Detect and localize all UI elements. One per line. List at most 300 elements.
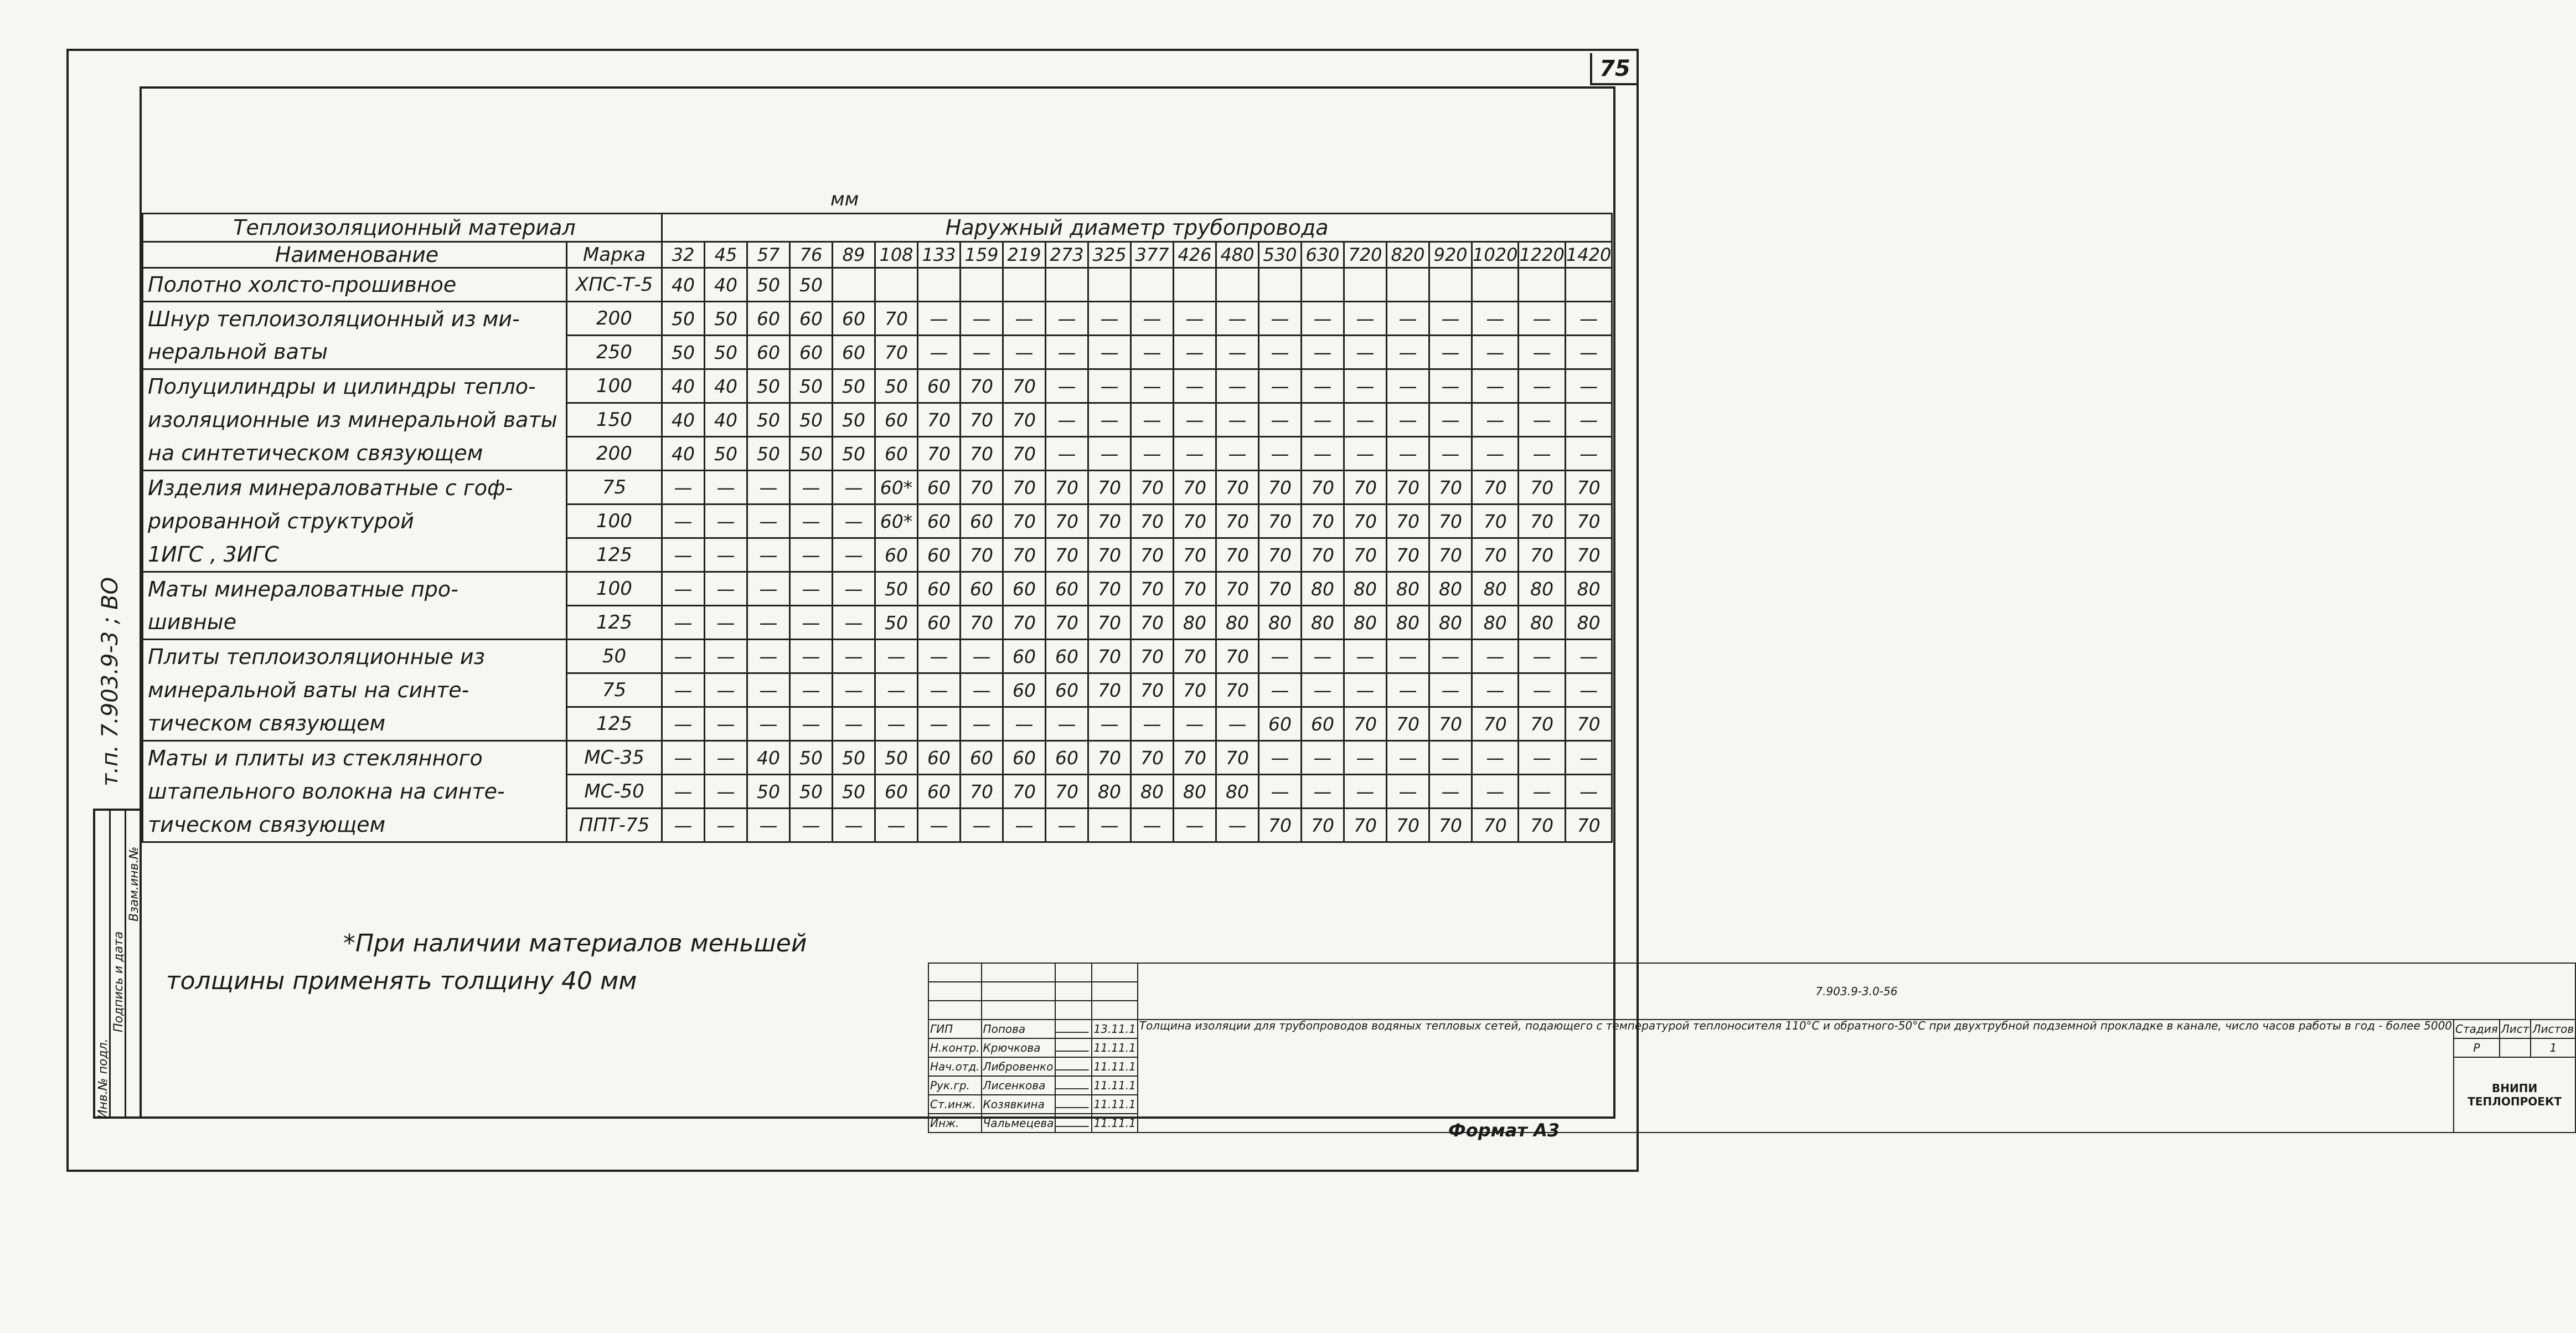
- stamp-date: 11.11.1: [1092, 1038, 1137, 1057]
- thickness-cell: —: [1344, 640, 1387, 673]
- thickness-cell: —: [918, 336, 961, 369]
- thickness-cell: 70: [875, 336, 918, 369]
- thickness-cell: [1216, 268, 1259, 302]
- thickness-cell: 50: [747, 403, 790, 437]
- signature: [1055, 1038, 1092, 1057]
- thickness-cell: —: [1088, 403, 1131, 437]
- stamp-name: Козявкина: [982, 1095, 1056, 1114]
- material-name: Полуцилиндры и цилиндры тепло-: [143, 369, 567, 403]
- thickness-cell: 80: [1519, 572, 1565, 606]
- thickness-cell: —: [1387, 741, 1429, 775]
- thickness-cell: —: [1387, 437, 1429, 471]
- table-row: [143, 673, 1612, 707]
- thickness-cell: —: [790, 572, 833, 606]
- thickness-cell: —: [1565, 302, 1612, 336]
- thickness-cell: 70: [1003, 369, 1046, 403]
- thickness-cell: 70: [1003, 775, 1046, 809]
- table-row: [143, 572, 1612, 606]
- header-material: Теплоизоляционный материал: [143, 214, 662, 242]
- thickness-cell: —: [1131, 302, 1174, 336]
- table-row: [143, 505, 1612, 538]
- thickness-cell: 70: [1174, 640, 1216, 673]
- thickness-cell: 60: [1046, 640, 1088, 673]
- stamp-name: Попова: [982, 1020, 1056, 1038]
- thickness-cell: —: [1519, 437, 1565, 471]
- thickness-cell: —: [790, 673, 833, 707]
- document-code: 7.903.9-3.0-56: [1138, 963, 2575, 1020]
- stage-value: Р: [2454, 1038, 2500, 1057]
- thickness-cell: 60: [1046, 741, 1088, 775]
- thickness-cell: 70: [1088, 471, 1131, 505]
- thickness-cell: —: [1259, 741, 1302, 775]
- material-mark: 200: [567, 302, 662, 336]
- thickness-cell: —: [1131, 707, 1174, 741]
- thickness-cell: 40: [662, 403, 705, 437]
- material-name: неральной ваты: [143, 336, 567, 369]
- diameter-row: [143, 242, 1612, 268]
- thickness-cell: [1565, 268, 1612, 302]
- thickness-cell: —: [1519, 369, 1565, 403]
- thickness-cell: 50: [833, 741, 875, 775]
- thickness-cell: 70: [1088, 505, 1131, 538]
- thickness-cell: —: [1472, 369, 1519, 403]
- thickness-cell: —: [833, 572, 875, 606]
- thickness-cell: 70: [1259, 471, 1302, 505]
- thickness-cell: —: [1046, 336, 1088, 369]
- document-description: Толщина изоляции для трубопроводов водяных тепловых сетей, подающего с температурой теплоносителя 110°С и обратного-50°С при двухтрубной подземной прокладке в канале, число часов работы в год - более 5000: [1138, 1020, 2454, 1133]
- material-mark: МС-50: [567, 775, 662, 809]
- material-name: Полотно холсто-прошивное: [143, 268, 567, 302]
- material-mark: 100: [567, 369, 662, 403]
- org-line: ВНИПИ: [2492, 1082, 2538, 1095]
- thickness-cell: —: [705, 606, 747, 640]
- thickness-cell: —: [747, 606, 790, 640]
- thickness-cell: —: [1046, 369, 1088, 403]
- thickness-cell: —: [1387, 336, 1429, 369]
- side-label: Взам.инв.№: [127, 846, 141, 922]
- thickness-cell: 70: [1344, 707, 1387, 741]
- thickness-cell: 40: [705, 268, 747, 302]
- thickness-cell: —: [662, 707, 705, 741]
- thickness-cell: 70: [1519, 538, 1565, 572]
- thickness-cell: —: [1519, 336, 1565, 369]
- diameter-header-cell: 630: [1302, 242, 1344, 268]
- diameter-header-cell: 89: [833, 242, 875, 268]
- thickness-cell: 60: [1046, 673, 1088, 707]
- thickness-cell: 60: [875, 403, 918, 437]
- thickness-cell: —: [1216, 403, 1259, 437]
- thickness-cell: —: [875, 707, 918, 741]
- thickness-cell: 50: [747, 437, 790, 471]
- thickness-cell: 70: [1344, 505, 1387, 538]
- thickness-cell: 50: [875, 741, 918, 775]
- thickness-cell: —: [961, 640, 1003, 673]
- thickness-cell: 70: [1216, 471, 1259, 505]
- thickness-cell: —: [1429, 403, 1472, 437]
- thickness-cell: —: [1302, 437, 1344, 471]
- thickness-cell: 70: [1003, 606, 1046, 640]
- thickness-cell: 60: [1046, 572, 1088, 606]
- thickness-cell: —: [1344, 336, 1387, 369]
- table-row: [143, 606, 1612, 640]
- stamp-name: Лисенкова: [982, 1076, 1056, 1095]
- thickness-cell: —: [1429, 741, 1472, 775]
- stamp-date: 11.11.1: [1092, 1114, 1137, 1133]
- thickness-cell: 70: [1519, 707, 1565, 741]
- thickness-cell: —: [662, 538, 705, 572]
- header-diameter: Наружный диаметр трубопровода: [662, 214, 1612, 242]
- page-number: 75: [1590, 53, 1638, 85]
- diameter-header-cell: 1220: [1519, 242, 1565, 268]
- thickness-cell: 80: [1088, 775, 1131, 809]
- thickness-cell: —: [1174, 403, 1216, 437]
- thickness-cell: 70: [1003, 471, 1046, 505]
- thickness-cell: 70: [961, 437, 1003, 471]
- thickness-cell: 80: [1302, 572, 1344, 606]
- thickness-cell: —: [918, 302, 961, 336]
- thickness-cell: 70: [1259, 505, 1302, 538]
- thickness-cell: —: [1003, 809, 1046, 842]
- material-name: Маты и плиты из стеклянного: [143, 741, 567, 775]
- stamp-role: Нач.отд.: [928, 1057, 982, 1076]
- thickness-cell: 70: [875, 302, 918, 336]
- header-name: Наименование: [143, 242, 567, 268]
- diameter-header-cell: 32: [662, 242, 705, 268]
- stamp-role: Рук.гр.: [928, 1076, 982, 1095]
- thickness-cell: 70: [1131, 505, 1174, 538]
- thickness-cell: 50: [875, 606, 918, 640]
- sheets-value: 1: [2531, 1038, 2575, 1057]
- thickness-cell: 80: [1174, 775, 1216, 809]
- thickness-cell: 70: [1216, 538, 1259, 572]
- thickness-cell: [1046, 268, 1088, 302]
- thickness-cell: —: [1344, 302, 1387, 336]
- material-name: на синтетическом связующем: [143, 437, 567, 471]
- thickness-cell: 70: [961, 538, 1003, 572]
- thickness-cell: —: [1344, 437, 1387, 471]
- table-header-row: [143, 214, 1612, 242]
- thickness-cell: 80: [1565, 606, 1612, 640]
- thickness-cell: 70: [1519, 505, 1565, 538]
- thickness-cell: 70: [1131, 741, 1174, 775]
- material-name: шивные: [143, 606, 567, 640]
- thickness-cell: —: [1174, 809, 1216, 842]
- thickness-cell: 70: [1565, 707, 1612, 741]
- signature: [1055, 1057, 1092, 1076]
- thickness-cell: —: [705, 673, 747, 707]
- thickness-cell: 70: [1088, 673, 1131, 707]
- diameter-header-cell: 426: [1174, 242, 1216, 268]
- table-row: [143, 775, 1612, 809]
- thickness-cell: —: [1344, 369, 1387, 403]
- material-mark: МС-35: [567, 741, 662, 775]
- thickness-cell: —: [1519, 403, 1565, 437]
- material-mark: ХПС-Т-5: [567, 268, 662, 302]
- thickness-cell: —: [875, 640, 918, 673]
- side-label: Подпись и дата: [112, 931, 126, 1032]
- thickness-cell: —: [662, 640, 705, 673]
- thickness-cell: 70: [1003, 403, 1046, 437]
- table-row: [143, 437, 1612, 471]
- thickness-cell: 70: [1046, 505, 1088, 538]
- thickness-cell: 60: [1003, 572, 1046, 606]
- table-row: [143, 369, 1612, 403]
- diameter-header-cell: 108: [875, 242, 918, 268]
- sheet-label: Лист: [2500, 1020, 2531, 1038]
- thickness-cell: —: [961, 707, 1003, 741]
- footnote-line: *При наличии материалов меньшей: [343, 929, 807, 958]
- thickness-cell: 70: [1003, 538, 1046, 572]
- thickness-cell: —: [833, 606, 875, 640]
- thickness-cell: —: [662, 673, 705, 707]
- material-mark: 200: [567, 437, 662, 471]
- thickness-cell: 60: [875, 538, 918, 572]
- thickness-cell: —: [790, 471, 833, 505]
- thickness-cell: 70: [1302, 505, 1344, 538]
- thickness-cell: 70: [1387, 809, 1429, 842]
- thickness-cell: —: [705, 741, 747, 775]
- thickness-cell: —: [961, 302, 1003, 336]
- thickness-cell: 50: [790, 437, 833, 471]
- thickness-cell: —: [961, 809, 1003, 842]
- thickness-cell: —: [1003, 707, 1046, 741]
- thickness-cell: [1174, 268, 1216, 302]
- thickness-cell: —: [961, 673, 1003, 707]
- thickness-cell: —: [747, 572, 790, 606]
- thickness-cell: —: [747, 538, 790, 572]
- thickness-cell: —: [1259, 302, 1302, 336]
- material-mark: ППТ-75: [567, 809, 662, 842]
- material-mark: 125: [567, 606, 662, 640]
- thickness-cell: —: [1387, 302, 1429, 336]
- thickness-cell: 40: [705, 403, 747, 437]
- thickness-cell: —: [1216, 707, 1259, 741]
- diameter-header-cell: 377: [1131, 242, 1174, 268]
- thickness-cell: 70: [1003, 437, 1046, 471]
- thickness-cell: —: [1046, 302, 1088, 336]
- thickness-cell: 70: [1046, 606, 1088, 640]
- table-row: [143, 741, 1612, 775]
- thickness-cell: —: [1046, 809, 1088, 842]
- thickness-cell: [833, 268, 875, 302]
- thickness-cell: —: [747, 673, 790, 707]
- thickness-cell: —: [1387, 673, 1429, 707]
- thickness-cell: 60: [790, 336, 833, 369]
- side-label: Инв.№ подл.: [96, 1038, 110, 1119]
- material-name: тическом связующем: [143, 809, 567, 842]
- thickness-cell: —: [705, 640, 747, 673]
- thickness-cell: —: [662, 505, 705, 538]
- thickness-cell: 80: [1302, 606, 1344, 640]
- thickness-cell: 60*: [875, 505, 918, 538]
- material-name: Маты минераловатные про-: [143, 572, 567, 606]
- side-code: т.п. 7.903.9-3 ; ВО: [97, 577, 123, 786]
- thickness-cell: —: [1131, 437, 1174, 471]
- thickness-cell: 70: [1472, 538, 1519, 572]
- thickness-cell: —: [1216, 302, 1259, 336]
- thickness-cell: 70: [1088, 741, 1131, 775]
- thickness-cell: —: [1387, 369, 1429, 403]
- thickness-cell: 60: [1302, 707, 1344, 741]
- material-name: Шнур теплоизоляционный из ми-: [143, 302, 567, 336]
- thickness-cell: 70: [1131, 471, 1174, 505]
- thickness-cell: —: [705, 775, 747, 809]
- thickness-cell: —: [833, 640, 875, 673]
- thickness-cell: 70: [1174, 741, 1216, 775]
- thickness-cell: —: [1302, 640, 1344, 673]
- thickness-cell: —: [1088, 707, 1131, 741]
- thickness-cell: —: [1131, 369, 1174, 403]
- diameter-header-cell: 159: [961, 242, 1003, 268]
- thickness-cell: —: [662, 741, 705, 775]
- thickness-cell: 50: [747, 369, 790, 403]
- stamp-name: Крючкова: [982, 1038, 1056, 1057]
- thickness-cell: 50: [662, 336, 705, 369]
- thickness-cell: 50: [790, 775, 833, 809]
- thickness-cell: —: [961, 336, 1003, 369]
- thickness-cell: —: [1429, 775, 1472, 809]
- thickness-cell: 40: [662, 369, 705, 403]
- material-name: Плиты теплоизоляционные из: [143, 640, 567, 673]
- material-name: рированной структурой: [143, 505, 567, 538]
- diameter-header-cell: 45: [705, 242, 747, 268]
- thickness-cell: —: [1565, 336, 1612, 369]
- diameter-header-cell: 480: [1216, 242, 1259, 268]
- thickness-cell: —: [705, 572, 747, 606]
- thickness-cell: [875, 268, 918, 302]
- thickness-cell: 60: [1259, 707, 1302, 741]
- thickness-cell: —: [790, 538, 833, 572]
- thickness-cell: 60: [747, 336, 790, 369]
- thickness-cell: 50: [875, 369, 918, 403]
- thickness-cell: 70: [1216, 572, 1259, 606]
- thickness-cell: —: [1216, 336, 1259, 369]
- sheets-label: Листов: [2531, 1020, 2575, 1038]
- thickness-cell: 70: [918, 403, 961, 437]
- thickness-cell: 50: [705, 302, 747, 336]
- thickness-cell: 50: [833, 775, 875, 809]
- thickness-cell: [1429, 268, 1472, 302]
- thickness-cell: —: [1302, 403, 1344, 437]
- thickness-cell: —: [1472, 302, 1519, 336]
- thickness-cell: 70: [1131, 673, 1174, 707]
- thickness-cell: —: [747, 809, 790, 842]
- thickness-cell: —: [1302, 673, 1344, 707]
- thickness-cell: —: [833, 809, 875, 842]
- thickness-cell: —: [918, 707, 961, 741]
- thickness-cell: —: [1216, 369, 1259, 403]
- thickness-cell: —: [1472, 640, 1519, 673]
- table-row: [143, 640, 1612, 673]
- signature: [1055, 1114, 1092, 1133]
- thickness-cell: —: [1565, 437, 1612, 471]
- signature: [1055, 1020, 1092, 1038]
- thickness-cell: 70: [1088, 538, 1131, 572]
- thickness-cell: 60: [790, 302, 833, 336]
- thickness-cell: 70: [1174, 572, 1216, 606]
- stamp-role: ГИП: [928, 1020, 982, 1038]
- thickness-cell: —: [1519, 775, 1565, 809]
- thickness-cell: —: [1519, 302, 1565, 336]
- thickness-cell: —: [1429, 673, 1472, 707]
- material-name: изоляционные из минеральной ваты: [143, 403, 567, 437]
- stamp-date: 11.11.1: [1092, 1095, 1137, 1114]
- material-mark: 100: [567, 572, 662, 606]
- header-mark: Марка: [567, 242, 662, 268]
- thickness-cell: —: [1565, 775, 1612, 809]
- thickness-cell: 80: [1387, 572, 1429, 606]
- diameter-header-cell: 133: [918, 242, 961, 268]
- thickness-cell: 70: [1131, 538, 1174, 572]
- thickness-cell: —: [747, 505, 790, 538]
- stamp-name: Чальмецева: [982, 1114, 1056, 1133]
- thickness-cell: 70: [1344, 809, 1387, 842]
- thickness-cell: —: [833, 673, 875, 707]
- thickness-cell: 70: [1565, 471, 1612, 505]
- thickness-cell: 70: [1131, 606, 1174, 640]
- table-row: [143, 302, 1612, 336]
- thickness-cell: 40: [662, 437, 705, 471]
- thickness-cell: —: [1429, 640, 1472, 673]
- thickness-cell: —: [705, 707, 747, 741]
- table-row: [143, 403, 1612, 437]
- table-row: [143, 707, 1612, 741]
- thickness-cell: [1472, 268, 1519, 302]
- thickness-cell: —: [1259, 673, 1302, 707]
- thickness-cell: [1259, 268, 1302, 302]
- thickness-cell: 50: [790, 369, 833, 403]
- thickness-cell: 50: [790, 403, 833, 437]
- thickness-cell: 80: [1519, 606, 1565, 640]
- diameter-header-cell: 57: [747, 242, 790, 268]
- thickness-cell: —: [1259, 640, 1302, 673]
- thickness-cell: 70: [1088, 572, 1131, 606]
- thickness-cell: 60: [918, 606, 961, 640]
- thickness-cell: 70: [1429, 809, 1472, 842]
- thickness-cell: —: [1088, 437, 1131, 471]
- thickness-cell: 70: [1046, 471, 1088, 505]
- thickness-cell: —: [1259, 437, 1302, 471]
- thickness-cell: —: [1429, 302, 1472, 336]
- thickness-cell: 70: [1519, 809, 1565, 842]
- sheet-value: [2500, 1038, 2531, 1057]
- thickness-cell: 70: [1174, 673, 1216, 707]
- thickness-cell: 60: [961, 572, 1003, 606]
- thickness-cell: —: [662, 809, 705, 842]
- footnote: [166, 925, 941, 1000]
- thickness-cell: —: [1046, 437, 1088, 471]
- thickness-cell: —: [1429, 437, 1472, 471]
- thickness-cell: 70: [1387, 707, 1429, 741]
- thickness-cell: 70: [961, 471, 1003, 505]
- diameter-header-cell: 1020: [1472, 242, 1519, 268]
- thickness-cell: 60: [918, 471, 961, 505]
- thickness-cell: 70: [1259, 809, 1302, 842]
- thickness-cell: 70: [1344, 471, 1387, 505]
- thickness-cell: —: [790, 505, 833, 538]
- thickness-cell: [1088, 268, 1131, 302]
- thickness-cell: 50: [833, 403, 875, 437]
- thickness-cell: —: [1259, 336, 1302, 369]
- thickness-cell: —: [1174, 707, 1216, 741]
- thickness-cell: —: [1472, 403, 1519, 437]
- thickness-cell: 70: [1565, 538, 1612, 572]
- thickness-cell: —: [1302, 369, 1344, 403]
- thickness-cell: —: [662, 572, 705, 606]
- material-name: штапельного волокна на синте-: [143, 775, 567, 809]
- thickness-cell: 70: [1387, 505, 1429, 538]
- thickness-cell: 80: [1344, 606, 1387, 640]
